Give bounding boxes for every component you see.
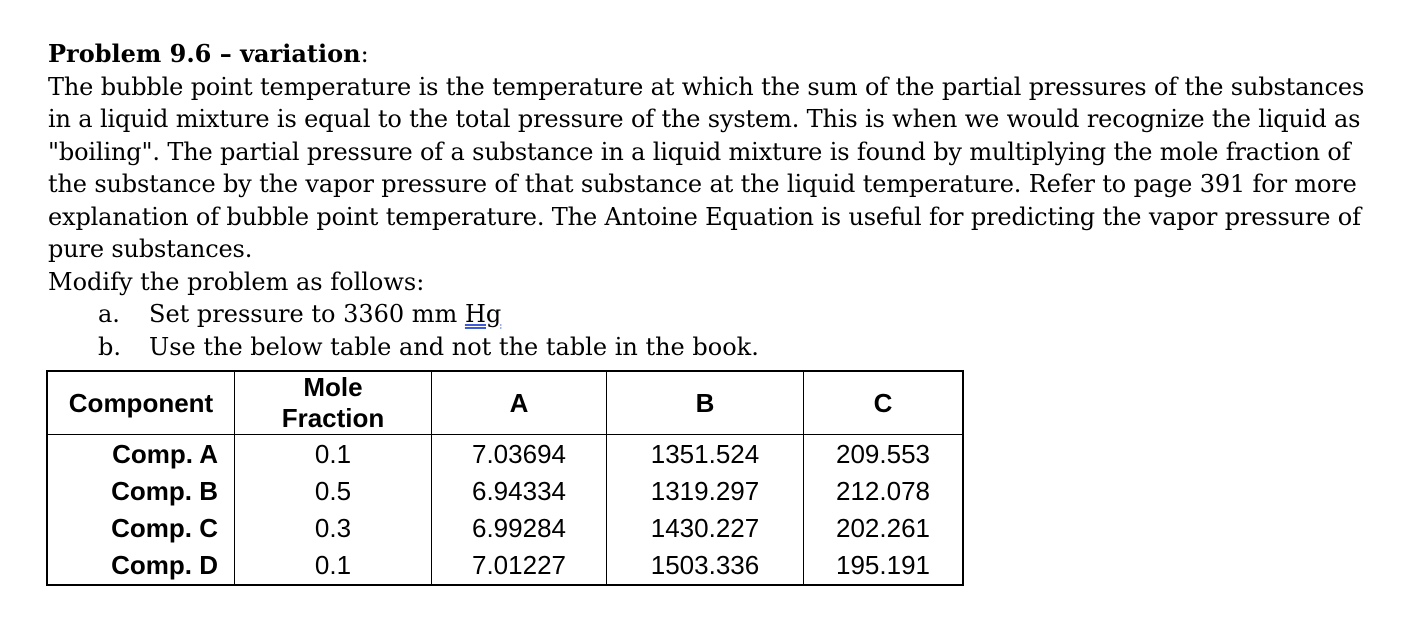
cell-b: 1430.227 [607, 510, 804, 547]
cell-component: Comp. D [47, 547, 235, 585]
table-row [47, 510, 963, 547]
cell-b: 1351.524 [607, 435, 804, 474]
list-marker: b. [98, 332, 121, 361]
underlined-unit: Hg [464, 300, 502, 328]
cell-c: 212.078 [804, 473, 964, 510]
cell-component: Comp. B [47, 473, 235, 510]
cell-mole-fraction: 0.3 [235, 510, 432, 547]
cell-a: 6.94334 [432, 473, 607, 510]
cell-c: 209.553 [804, 435, 964, 474]
header-component: Component [47, 371, 235, 435]
problem-paragraph: The bubble point temperature is the temperature at which the sum of the partial pressures of the substances in a liquid mixture is equal to the total pressure of the system. This is when we would recognize the liquid as "boiling". The partial pressure of a substance in a liquid mixture is found by multiplying the mole fraction of the substance by the vapor pressure of that substance at the liquid temperature. Refer to page 391 for more explanation of bubble point temperature. The Antoine Equation is useful for predicting the vapor pressure of pure substances. [48, 72, 1365, 263]
cell-c: 202.261 [804, 510, 964, 547]
header-b: B [607, 371, 804, 435]
header-a: A [432, 371, 607, 435]
modify-intro: Modify the problem as follows: [48, 267, 425, 296]
header-mole-fraction [235, 371, 432, 435]
cell-mole-fraction: 0.1 [235, 547, 432, 585]
antoine-constants-table [46, 370, 964, 586]
problem-title-colon: : [360, 40, 369, 68]
table-header-row [47, 371, 963, 435]
cell-c: 195.191 [804, 547, 964, 585]
cell-mole-fraction: 0.1 [235, 435, 432, 474]
modification-item [48, 331, 1378, 364]
table-row [47, 473, 963, 510]
table-row [47, 435, 963, 474]
problem-document [48, 38, 1378, 363]
cell-component: Comp. A [47, 435, 235, 474]
header-c: C [804, 371, 964, 435]
list-marker: a. [98, 300, 120, 328]
cell-b: 1319.297 [607, 473, 804, 510]
cell-a: 6.99284 [432, 510, 607, 547]
problem-title [48, 38, 1378, 71]
header-mole-fraction-text: Mole Fraction [281, 372, 385, 433]
table-row [47, 547, 963, 585]
modification-list [48, 298, 1378, 363]
cell-a: 7.01227 [432, 547, 607, 585]
cell-mole-fraction: 0.5 [235, 473, 432, 510]
modification-text: Set pressure to 3360 mm [149, 300, 465, 328]
problem-title-text: Problem 9.6 – variation [48, 39, 361, 68]
cell-component: Comp. C [47, 510, 235, 547]
modification-item [48, 298, 1378, 331]
cell-a: 7.03694 [432, 435, 607, 474]
cell-b: 1503.336 [607, 547, 804, 585]
modification-text: Use the below table and not the table in the book. [149, 332, 759, 361]
